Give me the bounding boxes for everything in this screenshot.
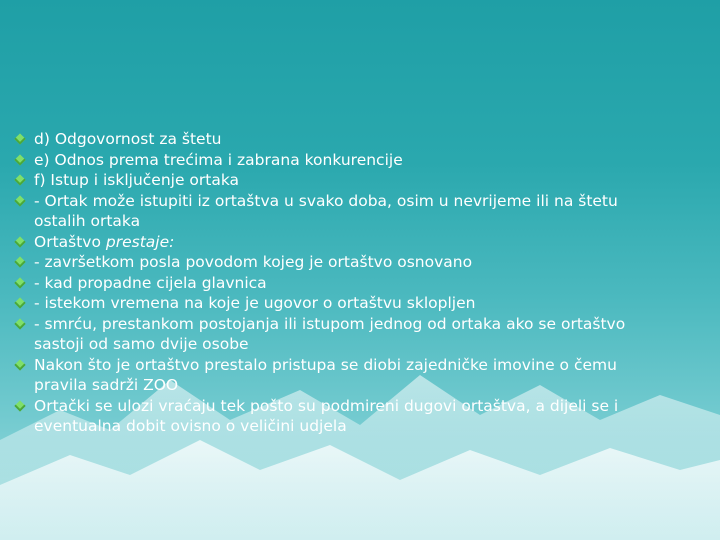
list-item-text-prefix: Ortaštvo (34, 232, 106, 251)
diamond-bullet-icon (14, 359, 25, 370)
list-item (10, 129, 670, 150)
list-item (10, 314, 670, 355)
list-item-text: Ortački se ulozi vraćaju tek pošto su podmireni dugovi ortaštva, a dijeli se i eventualna dobit ovisno o veličini udjela (34, 396, 619, 435)
list-item-text (34, 232, 670, 253)
bullet-list (10, 129, 670, 437)
diamond-bullet-icon (14, 133, 25, 144)
list-item-text: e) Odnos prema trećima i zabrana konkurencije (34, 150, 403, 169)
list-item (10, 396, 670, 437)
list-item-text-italic: prestaje: (105, 232, 175, 251)
diamond-bullet-icon (14, 154, 25, 165)
list-item (10, 252, 670, 273)
list-item (10, 150, 670, 171)
list-item (10, 191, 670, 232)
diamond-bullet-icon (14, 277, 25, 288)
list-item (10, 232, 670, 253)
list-item-text: Nakon što je ortaštvo prestalo pristupa se diobi zajedničke imovine o čemu pravila sadrži ZOO (34, 355, 617, 394)
diamond-bullet-icon (14, 256, 25, 267)
list-item-text: f) Istup i isključenje ortaka (34, 171, 240, 189)
list-item-text: - smrću, prestankom postojanja ili istupom jednog od ortaka ako se ortaštvo sastoji od samo dvije osobe (34, 314, 626, 353)
diamond-bullet-icon (14, 195, 25, 206)
list-item (10, 293, 670, 314)
list-item-text: d) Odgovornost za štetu (34, 130, 222, 148)
list-item (10, 273, 670, 294)
diamond-bullet-icon (14, 318, 25, 329)
list-item-text: - istekom vremena na koje je ugovor o ortaštvu sklopljen (34, 294, 476, 312)
list-item (10, 355, 670, 396)
list-item (10, 170, 670, 191)
list-item-text: - završetkom posla povodom kojeg je ortaštvo osnovano (34, 253, 473, 271)
list-item-text: - kad propadne cijela glavnica (34, 273, 267, 292)
diamond-bullet-icon (14, 174, 25, 185)
list-item-text: - Ortak može istupiti iz ortaštva u svako doba, osim u nevrijeme ili na štetu ostalih ortaka (34, 191, 618, 230)
diamond-bullet-icon (14, 400, 25, 411)
diamond-bullet-icon (14, 236, 25, 247)
diamond-bullet-icon (14, 297, 25, 308)
